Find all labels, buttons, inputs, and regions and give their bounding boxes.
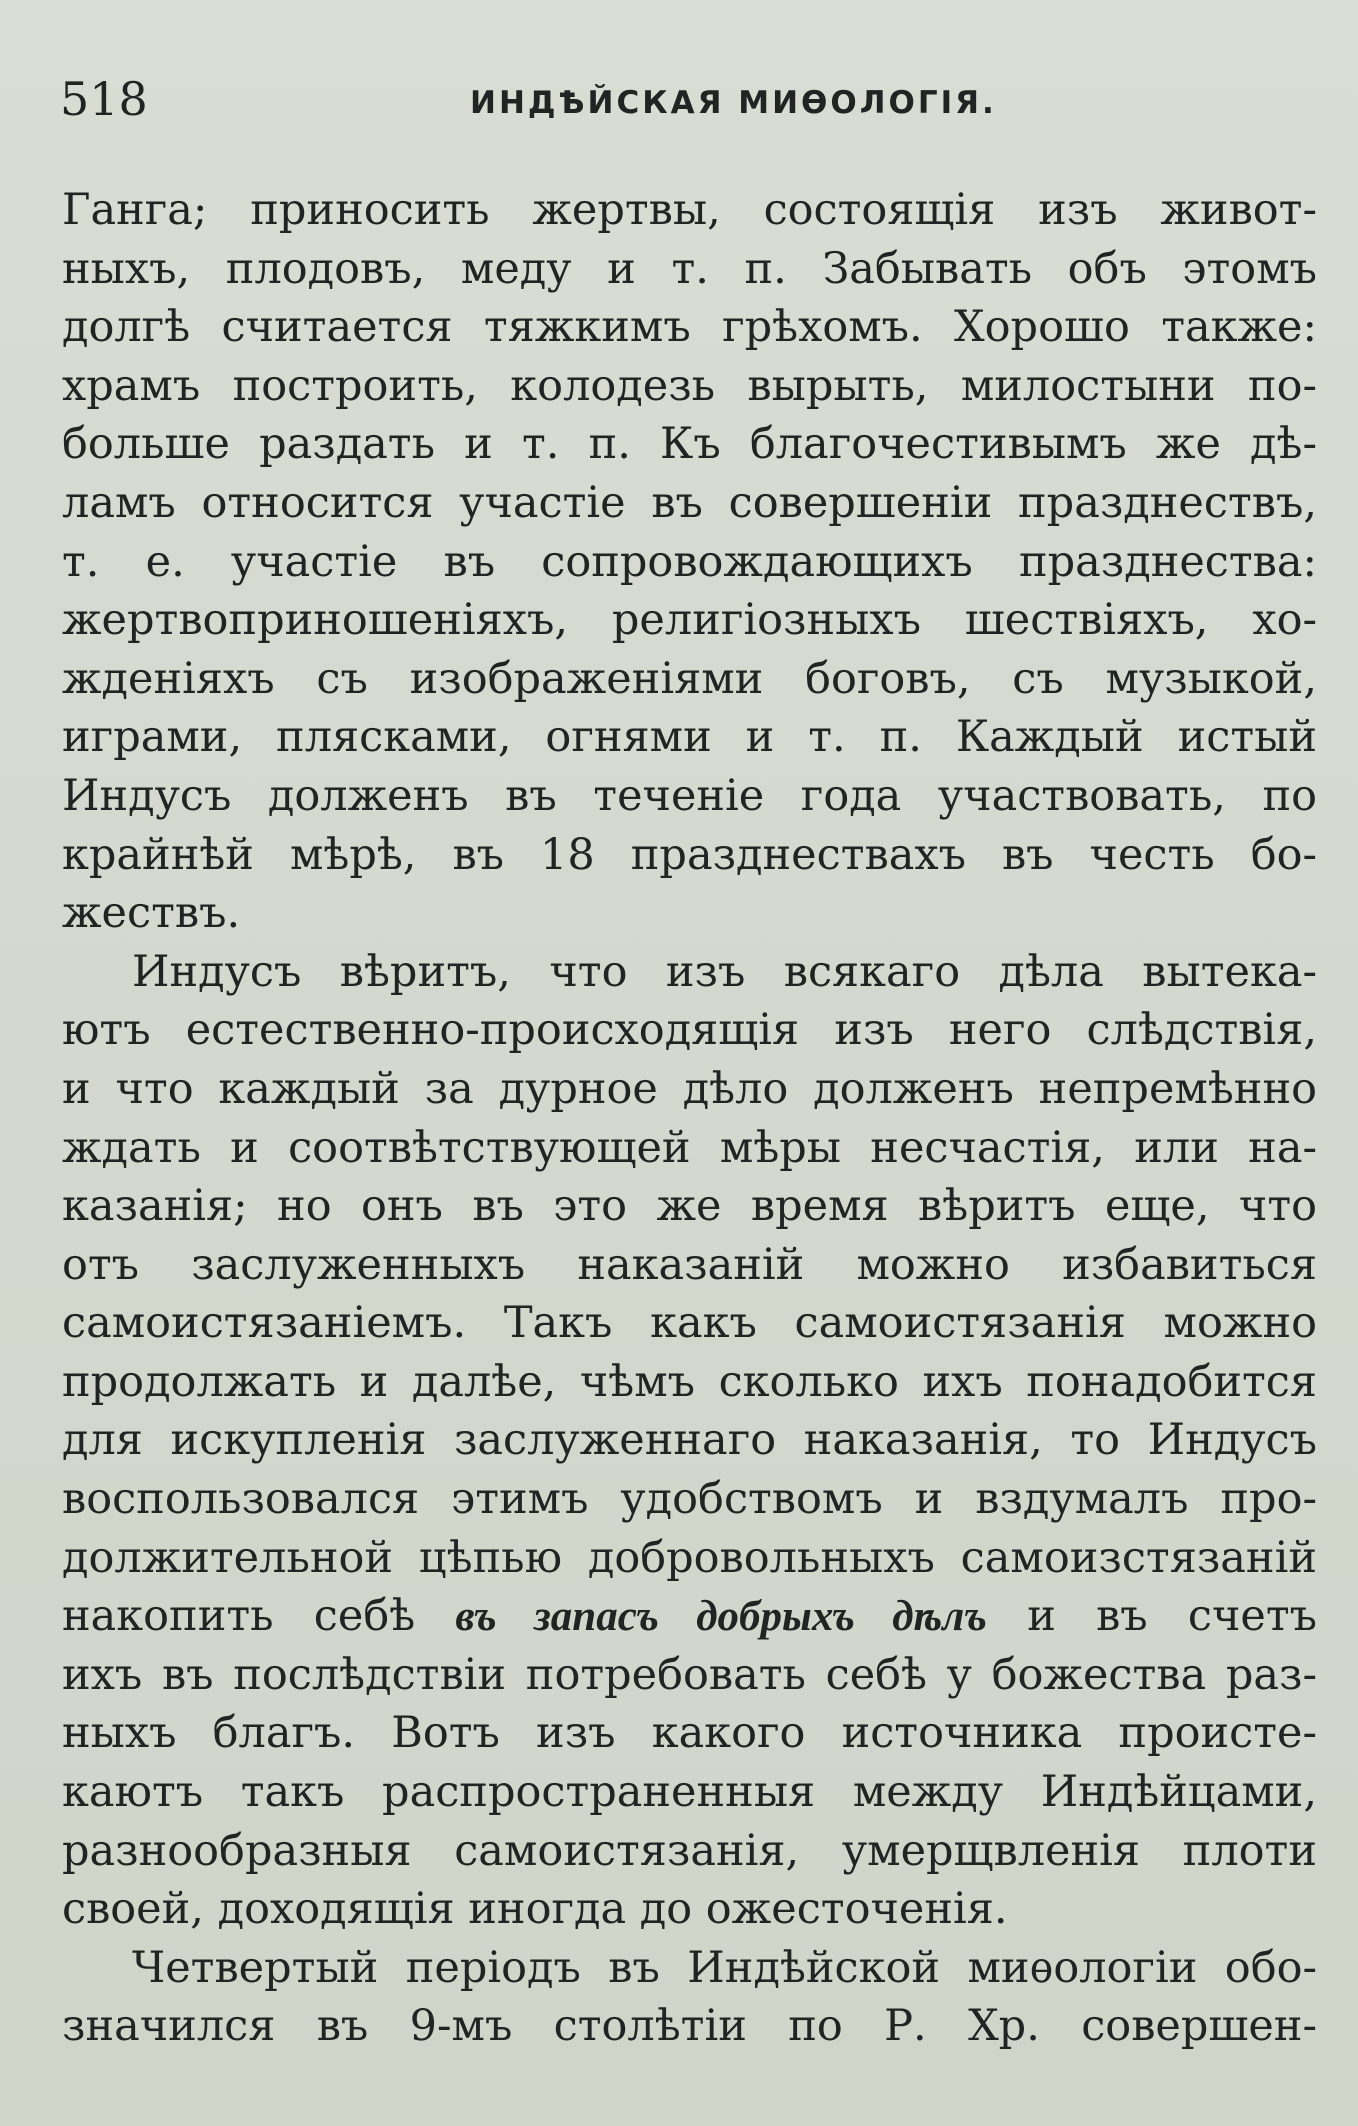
body-text bbox=[62, 181, 1317, 2056]
text-line: долгѣ считается тяжкимъ грѣхомъ. Хорошо также: bbox=[62, 302, 1317, 353]
text-line: ютъ естественно-происходящія изъ него слѣдствія, bbox=[62, 1005, 1317, 1056]
text-line: крайнѣй мѣрѣ, въ 18 празднествахъ въ честь бо- bbox=[62, 829, 1317, 880]
text-line: значился въ 9-мъ столѣтіи по Р. Хр. совершен- bbox=[62, 2001, 1317, 2052]
text-line: Ганга; приносить жертвы, состоящія изъ живот- bbox=[62, 185, 1317, 235]
text-line: своей, доходящія иногда до ожесточенія. bbox=[62, 1884, 1008, 1935]
text-line: жествъ. bbox=[62, 888, 241, 939]
text-line bbox=[62, 1587, 1317, 1646]
text-line: храмъ построить, колодезь вырыть, милостыни по- bbox=[62, 360, 1317, 411]
page-header bbox=[60, 70, 1290, 140]
text-line: продолжать и далѣе, чѣмъ сколько ихъ понадобится bbox=[62, 1356, 1317, 1407]
text-line: т. е. участіе въ сопровождающихъ празднества: bbox=[62, 536, 1317, 587]
italic-phrase: въ запасъ добрыхъ дѣлъ bbox=[455, 1593, 987, 1641]
text-line: воспользовался этимъ удобствомъ и вздумалъ про- bbox=[62, 1474, 1317, 1525]
text-line: казанія; но онъ въ это же время вѣритъ еще, что bbox=[62, 1181, 1317, 1232]
text-fragment: накопить себѣ bbox=[62, 1591, 416, 1642]
text-line: каютъ такъ распространенныя между Индѣйцами, bbox=[62, 1767, 1317, 1818]
text-line: ныхъ благъ. Вотъ изъ какого источника происте- bbox=[62, 1708, 1317, 1759]
page-number: 518 bbox=[60, 72, 148, 126]
text-line: разнообразныя самоистязанія, умерщвленія плоти bbox=[62, 1825, 1317, 1876]
text-line: больше раздать и т. п. Къ благочестивымъ же дѣ- bbox=[62, 419, 1317, 470]
text-line: самоистязаніемъ. Такъ какъ самоистязанія можно bbox=[62, 1298, 1317, 1349]
text-line: Индусъ вѣритъ, что изъ всякаго дѣла вытека- bbox=[132, 946, 1317, 997]
running-title: ИНДѢЙСКАЯ МИѲОЛОГІЯ. bbox=[470, 85, 997, 121]
text-line: ждать и соотвѣтствующей мѣры несчастія, или на- bbox=[62, 1122, 1317, 1173]
text-line: жертвоприношеніяхъ, религіозныхъ шествіяхъ, хо- bbox=[62, 595, 1317, 646]
text-fragment: и въ счетъ bbox=[1027, 1591, 1317, 1642]
text-line: отъ заслуженныхъ наказаній можно избавиться bbox=[62, 1239, 1317, 1290]
text-line: жденіяхъ съ изображеніями боговъ, съ музыкой, bbox=[62, 653, 1317, 704]
text-line: Четвертый періодъ въ Индѣйской миѳологіи обо- bbox=[132, 1942, 1317, 1993]
text-line: ныхъ, плодовъ, меду и т. п. Забывать объ этомъ bbox=[62, 243, 1317, 294]
text-line: играми, плясками, огнями и т. п. Каждый истый bbox=[62, 712, 1317, 763]
text-line: ихъ въ послѣдствіи потребовать себѣ у божества раз- bbox=[62, 1649, 1317, 1700]
text-line: Индусъ долженъ въ теченіе года участвовать, по bbox=[62, 770, 1317, 821]
text-line: для искупленія заслуженнаго наказанія, то Индусъ bbox=[62, 1415, 1317, 1466]
text-line: должительной цѣпью добровольныхъ самоизстязаній bbox=[62, 1532, 1317, 1583]
text-line: ламъ относится участіе въ совершеніи празднествъ, bbox=[62, 477, 1317, 528]
text-line: и что каждый за дурное дѣло долженъ непремѣнно bbox=[62, 1063, 1317, 1114]
